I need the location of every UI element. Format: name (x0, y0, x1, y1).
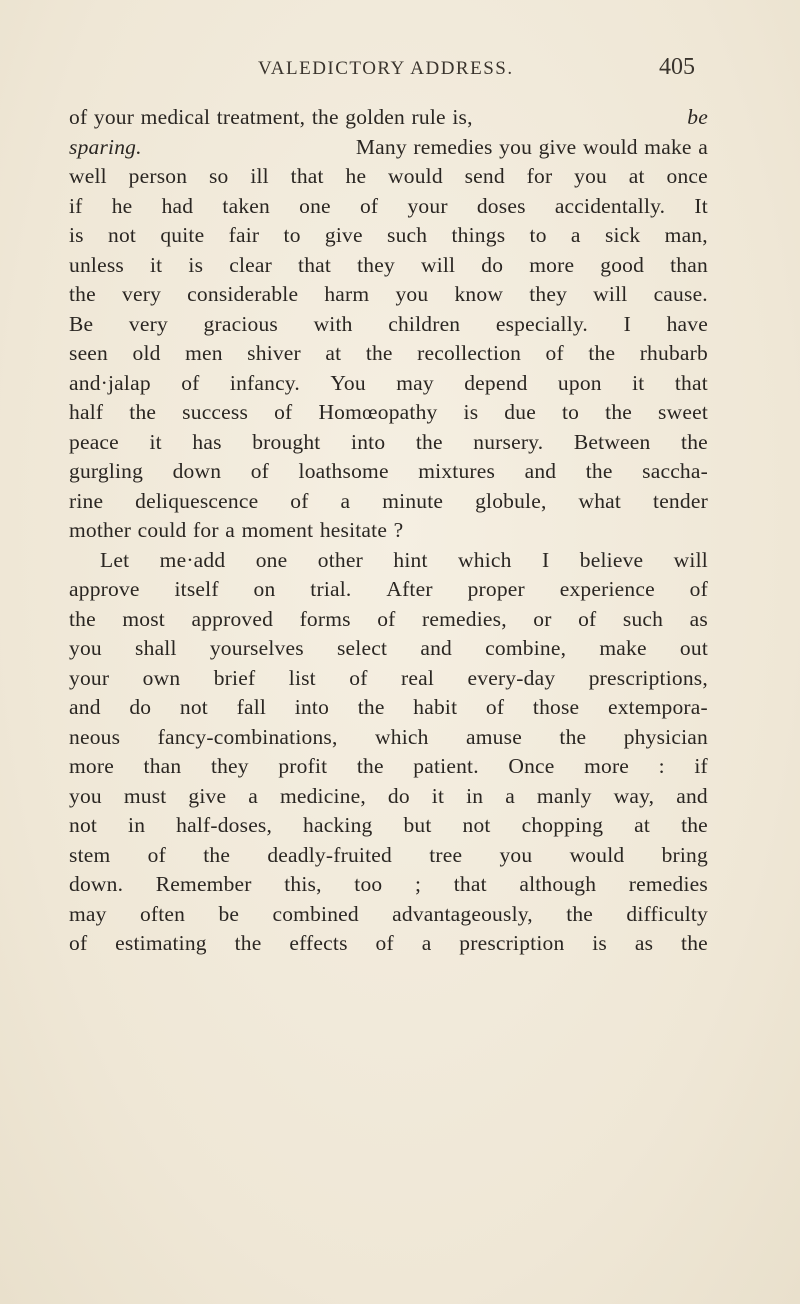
word: what (578, 488, 622, 513)
text-line (69, 310, 708, 340)
word: own (142, 665, 181, 690)
word: Once (508, 754, 555, 778)
running-head: VALEDICTORY ADDRESS. (258, 58, 514, 79)
word: and (69, 695, 101, 719)
word: more (69, 754, 114, 778)
word: mixtures (418, 459, 496, 483)
word: at (325, 341, 342, 365)
text-line (69, 398, 708, 428)
text-line-content: mother could for a moment hesitate ? (69, 518, 404, 542)
text-line (69, 752, 708, 782)
word: children (388, 311, 461, 336)
word: to (529, 223, 547, 247)
word: due (504, 400, 536, 424)
italic-word: be (687, 105, 708, 129)
word: the (681, 931, 708, 955)
word: list (288, 665, 316, 690)
word: you (499, 842, 533, 867)
word: would (388, 164, 443, 188)
word: do (129, 695, 152, 719)
word: It (694, 193, 708, 218)
word: quite (160, 223, 205, 247)
word: the (357, 695, 385, 719)
word: sweet (658, 400, 708, 424)
word: After (386, 577, 433, 601)
word: will (673, 547, 708, 572)
word: man, (664, 223, 708, 247)
text-line (69, 782, 708, 812)
italic-word: sparing. (69, 134, 142, 159)
word: of (250, 459, 269, 483)
word: real (401, 665, 435, 690)
word: he (111, 193, 133, 218)
word: upon (557, 370, 602, 395)
word: fall (236, 695, 267, 719)
word: they (210, 754, 249, 778)
body-text (69, 103, 708, 959)
word: that (290, 164, 324, 188)
word: more (584, 754, 630, 778)
text-line (69, 133, 708, 163)
word: bring (661, 842, 708, 867)
word: infancy. (229, 370, 300, 395)
text-line (69, 929, 708, 959)
word: the (69, 282, 96, 306)
word: they (529, 282, 568, 306)
word: do (387, 783, 410, 808)
word: of (377, 606, 396, 631)
word: at (634, 813, 651, 837)
word: as (689, 606, 708, 631)
word: good (600, 252, 645, 277)
word: not (179, 695, 208, 719)
word: not (462, 813, 491, 837)
word: give (324, 223, 363, 247)
word: seen (69, 341, 109, 365)
word: they (357, 252, 395, 277)
text-line (69, 575, 708, 605)
word: taken (222, 193, 270, 218)
word: in (466, 783, 484, 808)
word: habit (413, 695, 458, 719)
word: the (681, 429, 708, 454)
word: and (420, 636, 452, 660)
word: of (181, 370, 200, 395)
word: effects (289, 931, 348, 955)
word: of (274, 400, 293, 424)
word: globule, (475, 488, 547, 513)
word: it (150, 252, 163, 277)
word: combined (272, 901, 359, 926)
word: the (234, 931, 262, 955)
word: one (255, 547, 288, 572)
text-line (69, 693, 708, 723)
word: minute (382, 488, 444, 513)
word: than (670, 252, 708, 277)
word: the (605, 400, 633, 424)
word: a (248, 783, 258, 808)
word: you (395, 282, 429, 306)
word: tender (653, 488, 708, 513)
word: old (132, 341, 161, 365)
text-line (69, 634, 708, 664)
word: you (574, 164, 607, 188)
word: not (69, 813, 98, 837)
word: of (375, 931, 394, 955)
word: one (299, 193, 331, 218)
word: if (69, 193, 83, 218)
word: of (290, 488, 309, 513)
text-line (69, 457, 708, 487)
word: half-doses, (176, 813, 273, 837)
text-line (69, 605, 708, 635)
word: remedies (628, 872, 708, 896)
word: it (632, 370, 645, 395)
word: men (185, 341, 223, 365)
word: proper (467, 577, 525, 601)
word: gracious (203, 311, 278, 336)
word: such (622, 606, 664, 631)
word: that (298, 252, 332, 277)
word: this, (284, 872, 322, 896)
word: a (570, 223, 581, 247)
word: not (108, 223, 137, 247)
word: prescription (459, 931, 565, 955)
word: success (182, 400, 249, 424)
word: the (356, 754, 384, 778)
text-line (69, 103, 708, 133)
word: which (375, 724, 429, 749)
word: hint (393, 547, 428, 572)
word: of (485, 695, 505, 719)
word: and (676, 783, 708, 808)
word: at (628, 164, 645, 188)
word: rhubarb (639, 341, 708, 365)
word: your (407, 193, 448, 218)
word: rine (69, 488, 104, 513)
word: too (354, 872, 383, 896)
page-number: 405 (659, 54, 695, 80)
word: very (128, 311, 168, 336)
word: on (253, 577, 276, 601)
word: manly (536, 783, 592, 808)
word: of (147, 842, 166, 867)
word: once (666, 164, 708, 188)
word: the (415, 429, 443, 454)
word: peace (69, 429, 119, 454)
word: remedies, (422, 606, 507, 631)
word: to (283, 223, 301, 247)
word: tree (429, 842, 463, 867)
word: the (681, 813, 708, 837)
word: ; (414, 872, 422, 896)
word: that (453, 872, 487, 896)
word: that (674, 370, 708, 395)
word: it (431, 783, 445, 808)
word: You (330, 370, 366, 395)
word: Remember (155, 872, 252, 896)
word: which (458, 547, 512, 572)
word: is (188, 252, 204, 277)
text-line (69, 841, 708, 871)
text-line-content: of your medical treatment, the golden rule is, (69, 105, 473, 129)
word: shiver (247, 341, 301, 365)
word: loathsome (298, 459, 389, 483)
word: down. (69, 872, 124, 896)
word: and·jalap (69, 370, 151, 395)
word: extempora- (607, 695, 708, 719)
word: than (143, 754, 182, 778)
word: and (524, 459, 557, 483)
word: hacking (303, 813, 373, 837)
word: every-day (467, 665, 556, 690)
word: the (69, 606, 96, 631)
word: harm (324, 282, 370, 306)
text-line (69, 280, 708, 310)
word: more (529, 252, 575, 277)
word: he (345, 164, 367, 188)
text-line (69, 811, 708, 841)
word: very (122, 282, 162, 306)
word: unless (69, 252, 124, 277)
word: send (464, 164, 505, 188)
word: cause. (653, 282, 708, 306)
word: fancy-combinations, (157, 724, 338, 749)
word: so (208, 164, 229, 188)
word: may (396, 370, 434, 395)
word: of (578, 606, 597, 631)
word: gurgling (69, 459, 144, 483)
word: half (69, 400, 104, 424)
word: those (532, 695, 580, 719)
word: make (599, 636, 647, 660)
word: shall (135, 636, 177, 660)
text-line-content: Many remedies you give would make a (355, 134, 708, 159)
word: trial. (310, 577, 352, 601)
word: recollection (417, 341, 522, 365)
word: if (694, 754, 708, 778)
word: difficulty (626, 901, 708, 926)
word: clear (229, 252, 272, 277)
word: you (69, 783, 102, 808)
word: a (505, 783, 515, 808)
word: chopping (521, 813, 604, 837)
word: sick (604, 223, 641, 247)
text-line (69, 339, 708, 369)
word: estimating (115, 931, 207, 955)
word: believe (579, 547, 644, 572)
text-line (69, 664, 708, 694)
word: such (387, 223, 428, 247)
word: well (69, 164, 107, 188)
word: saccha- (642, 459, 708, 483)
word: approved (191, 606, 274, 631)
word: is (463, 400, 479, 424)
word: profit (278, 754, 328, 778)
word: doses (476, 193, 526, 218)
word: combine, (485, 636, 567, 660)
word: depend (464, 370, 528, 395)
word: most (122, 606, 165, 631)
word: neous (69, 724, 121, 749)
word: it (149, 429, 162, 454)
word: out (679, 636, 708, 660)
word: Homœopathy (318, 400, 438, 424)
word: must (123, 783, 167, 808)
word: have (666, 311, 708, 336)
word: me·add (159, 547, 226, 572)
word: other (317, 547, 363, 572)
word: the (559, 724, 587, 749)
word: into (294, 695, 330, 719)
text-line (69, 369, 708, 399)
word: patient. (413, 754, 479, 778)
word: : (658, 754, 665, 778)
word: the (585, 459, 613, 483)
word: accidentally. (554, 193, 666, 218)
word: person (128, 164, 188, 188)
word: of (69, 931, 88, 955)
word: know (454, 282, 504, 306)
word: way, (613, 783, 655, 808)
word: although (519, 872, 597, 896)
word: down (172, 459, 222, 483)
text-line (69, 251, 708, 281)
word: advantageously, (392, 901, 533, 926)
word: the (203, 842, 231, 867)
word: physician (623, 724, 708, 749)
word: be (218, 901, 240, 926)
word: deliquescence (135, 488, 259, 513)
word: of (349, 665, 368, 690)
word: in (128, 813, 146, 837)
word: select (336, 636, 388, 660)
word: ill (250, 164, 269, 188)
word: stem (69, 842, 111, 867)
word: is (592, 931, 607, 955)
word: experience (559, 577, 655, 601)
word: give (188, 783, 227, 808)
text-line (69, 546, 708, 576)
word: Let (100, 547, 130, 572)
text-line (69, 428, 708, 458)
word: to (561, 400, 580, 424)
word: brought (252, 429, 321, 454)
word: will (593, 282, 628, 306)
word: but (403, 813, 432, 837)
word: I (542, 547, 550, 572)
word: itself (174, 577, 219, 601)
word: into (351, 429, 386, 454)
word: will (420, 252, 456, 277)
word: a (340, 488, 351, 513)
word: Be (69, 311, 94, 336)
word: as (634, 931, 654, 955)
word: fair (228, 223, 260, 247)
word: forms (299, 606, 351, 631)
word: is (69, 223, 84, 247)
word: do (481, 252, 504, 277)
text-line (69, 487, 708, 517)
word: may (69, 901, 107, 926)
word: medicine, (279, 783, 366, 808)
word: the (588, 341, 616, 365)
text-line (69, 870, 708, 900)
word: of (545, 341, 564, 365)
word: yourselves (209, 636, 304, 660)
word: for (526, 164, 553, 188)
word: approve (69, 577, 140, 601)
word: I (623, 311, 631, 336)
word: your (69, 665, 110, 690)
word: especially. (495, 311, 589, 336)
word: of (689, 577, 708, 601)
word: had (161, 193, 194, 218)
word: prescriptions, (588, 665, 708, 690)
word: a (421, 931, 432, 955)
word: with (313, 311, 353, 336)
word: of (359, 193, 379, 218)
word: Between (573, 429, 651, 454)
text-line (69, 723, 708, 753)
word: considerable (187, 282, 299, 306)
word: the (129, 400, 157, 424)
word: or (533, 606, 552, 631)
word: the (566, 901, 594, 926)
text-line (69, 162, 708, 192)
text-line (69, 516, 708, 546)
word: has (192, 429, 222, 454)
word: brief (213, 665, 256, 690)
text-line (69, 192, 708, 222)
word: deadly-fruited (267, 842, 392, 867)
word: often (139, 901, 186, 926)
word: amuse (466, 724, 522, 749)
word: would (569, 842, 625, 867)
word: things (451, 223, 506, 247)
word: the (365, 341, 393, 365)
word: you (69, 636, 102, 660)
word: nursery. (473, 429, 544, 454)
text-line (69, 900, 708, 930)
text-line (69, 221, 708, 251)
